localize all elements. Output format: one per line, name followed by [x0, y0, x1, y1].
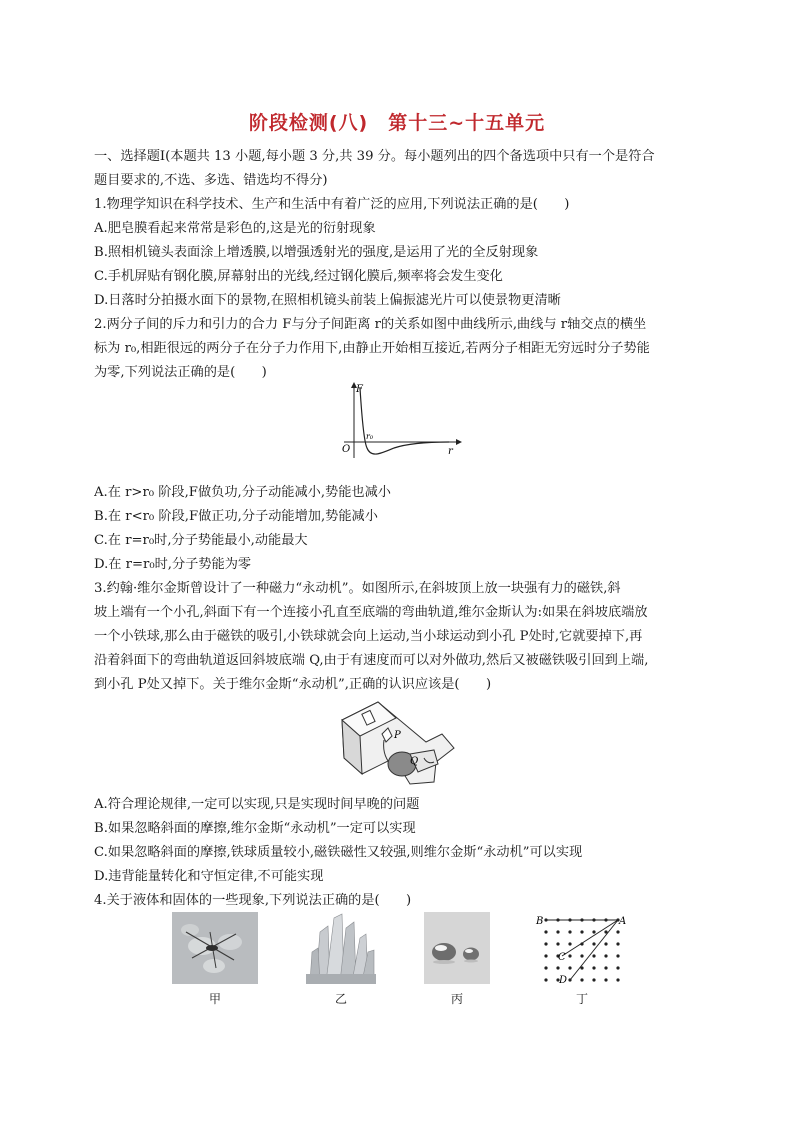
lattice-dot	[616, 930, 619, 933]
q2-stem-line-1: 2.两分子间的斥力和引力的合力 F与分子间距离 r的关系如图中曲线所示,曲线与 r轴交点的横坐	[94, 317, 647, 332]
photo-water-strider	[172, 912, 258, 984]
q3-option-d: D.违背能量转化和守恒定律,不可能实现	[94, 869, 324, 884]
q2-stem-line-2: 标为 r₀,相距很远的两分子在分子力作用下,由静止开始相互接近,若两分子相距无穷远时分子势能	[94, 341, 650, 356]
q1-option-b: B.照相机镜头表面涂上增透膜,以增强透射光的强度,是运用了光的全反射现象	[94, 245, 539, 260]
q3-stem-line-2: 坡上端有一个小孔,斜面下有一个连接小孔直至底端的弯曲轨道,维尔金斯认为:如果在斜坡底端放	[94, 605, 648, 620]
caption-yi: 乙	[334, 992, 347, 1006]
photo-mercury-drops	[424, 912, 490, 984]
label-p: P	[394, 730, 401, 741]
lattice-dot	[556, 942, 559, 945]
q3-stem-line-5: 到小孔 P处又掉下。关于维尔金斯“永动机”,正确的认识应该是( )	[94, 677, 492, 692]
lattice-dot	[568, 942, 571, 945]
force-distance-graph	[334, 380, 464, 460]
lattice-dot	[544, 978, 547, 981]
q2-option-a: A.在 r>r₀ 阶段,F做负功,分子动能减小,势能也减小	[94, 485, 391, 500]
lattice-dot	[592, 942, 595, 945]
f-axis-label: F	[356, 384, 363, 395]
lattice-dot	[568, 954, 571, 957]
lattice-dot	[592, 930, 595, 933]
caption-jia: 甲	[208, 992, 221, 1006]
lattice-dot	[604, 978, 607, 981]
q1-option-c: C.手机屏贴有钢化膜,屏幕射出的光线,经过钢化膜后,频率将会发生变化	[94, 269, 503, 284]
lattice-dot	[556, 930, 559, 933]
lattice-diagram	[532, 910, 628, 986]
r-axis-label: r	[448, 446, 453, 457]
lattice-dot	[544, 942, 547, 945]
q4-stem: 4.关于液体和固体的一些现象,下列说法正确的是( )	[94, 893, 412, 908]
lattice-dot	[604, 954, 607, 957]
q3-stem-line-3: 一个小铁球,那么由于磁铁的吸引,小铁球就会向上运动,当小球运动到小孔 P处时,它就要掉下,再	[94, 629, 643, 644]
lattice-dot	[616, 966, 619, 969]
lattice-label-d: D	[559, 975, 568, 986]
q2-option-b: B.在 r<r₀ 阶段,F做正功,分子动能增加,势能减小	[94, 509, 378, 524]
lattice-dot	[580, 954, 583, 957]
lattice-label-a: A	[619, 916, 627, 927]
lattice-dot	[592, 954, 595, 957]
page-title: 阶段检测(八) 第十三~十五单元	[248, 112, 546, 134]
q3-option-b: B.如果忽略斜面的摩擦,维尔金斯“永动机”一定可以实现	[94, 821, 416, 836]
q1-option-d: D.日落时分拍摄水面下的景物,在照相机镜头前装上偏振滤光片可以使景物更清晰	[94, 293, 561, 308]
section-header-line-2: 题目要求的,不选、多选、错选均不得分)	[94, 173, 328, 188]
q2-option-d: D.在 r=r₀时,分子势能为零	[94, 557, 252, 572]
caption-ding: 丁	[575, 992, 588, 1006]
q3-option-a: A.符合理论规律,一定可以实现,只是实现时间早晚的问题	[94, 797, 420, 812]
caption-bing: 丙	[450, 992, 463, 1006]
lattice-label-b: B	[536, 916, 544, 927]
lattice-dot	[568, 966, 571, 969]
r-axis-arrow	[456, 439, 462, 445]
lattice-dot	[580, 978, 583, 981]
r0-label: r₀	[366, 432, 374, 441]
force-curve	[360, 388, 449, 454]
lattice-dot	[616, 978, 619, 981]
lattice-dot	[592, 966, 595, 969]
q3-option-c: C.如果忽略斜面的摩擦,铁球质量较小,磁铁磁性又较强,则维尔金斯“永动机”可以实现	[94, 845, 583, 860]
q1-option-a: A.肥皂膜看起来常常是彩色的,这是光的衍射现象	[94, 221, 376, 236]
perpetual-motion-machine	[338, 698, 458, 790]
origin-label: O	[342, 444, 351, 455]
lattice-dot	[544, 954, 547, 957]
q2-option-c: C.在 r=r₀时,分子势能最小,动能最大	[94, 533, 308, 548]
lattice-dot	[580, 930, 583, 933]
lattice-dot	[604, 966, 607, 969]
photo-crystals	[306, 912, 376, 984]
lattice-dot	[592, 978, 595, 981]
section-header-line-1: 一、选择题Ⅰ(本题共 13 小题,每小题 3 分,共 39 分。每小题列出的四个备选项中只有一个是符合	[94, 149, 655, 164]
q1-stem: 1.物理学知识在科学技术、生产和生活中有着广泛的应用,下列说法正确的是( )	[94, 197, 570, 212]
q3-stem-line-1: 3.约翰·维尔金斯曾设计了一种磁力“永动机”。如图所示,在斜坡顶上放一块强有力的磁铁,斜	[94, 581, 621, 596]
q3-stem-line-4: 沿着斜面下的弯曲轨道返回斜坡底端 Q,由于有速度而可以对外做功,然后又被磁铁吸引回到上端,	[94, 653, 649, 668]
lattice-dot	[544, 930, 547, 933]
label-q: Q	[410, 756, 419, 767]
lattice-dot	[616, 942, 619, 945]
lattice-dot	[556, 966, 559, 969]
lattice-dot	[604, 942, 607, 945]
lattice-dot	[568, 930, 571, 933]
q2-stem-line-3: 为零,下列说法正确的是( )	[94, 365, 267, 380]
lattice-dot	[616, 954, 619, 957]
lattice-dot	[544, 966, 547, 969]
lattice-label-c: C	[558, 952, 566, 963]
